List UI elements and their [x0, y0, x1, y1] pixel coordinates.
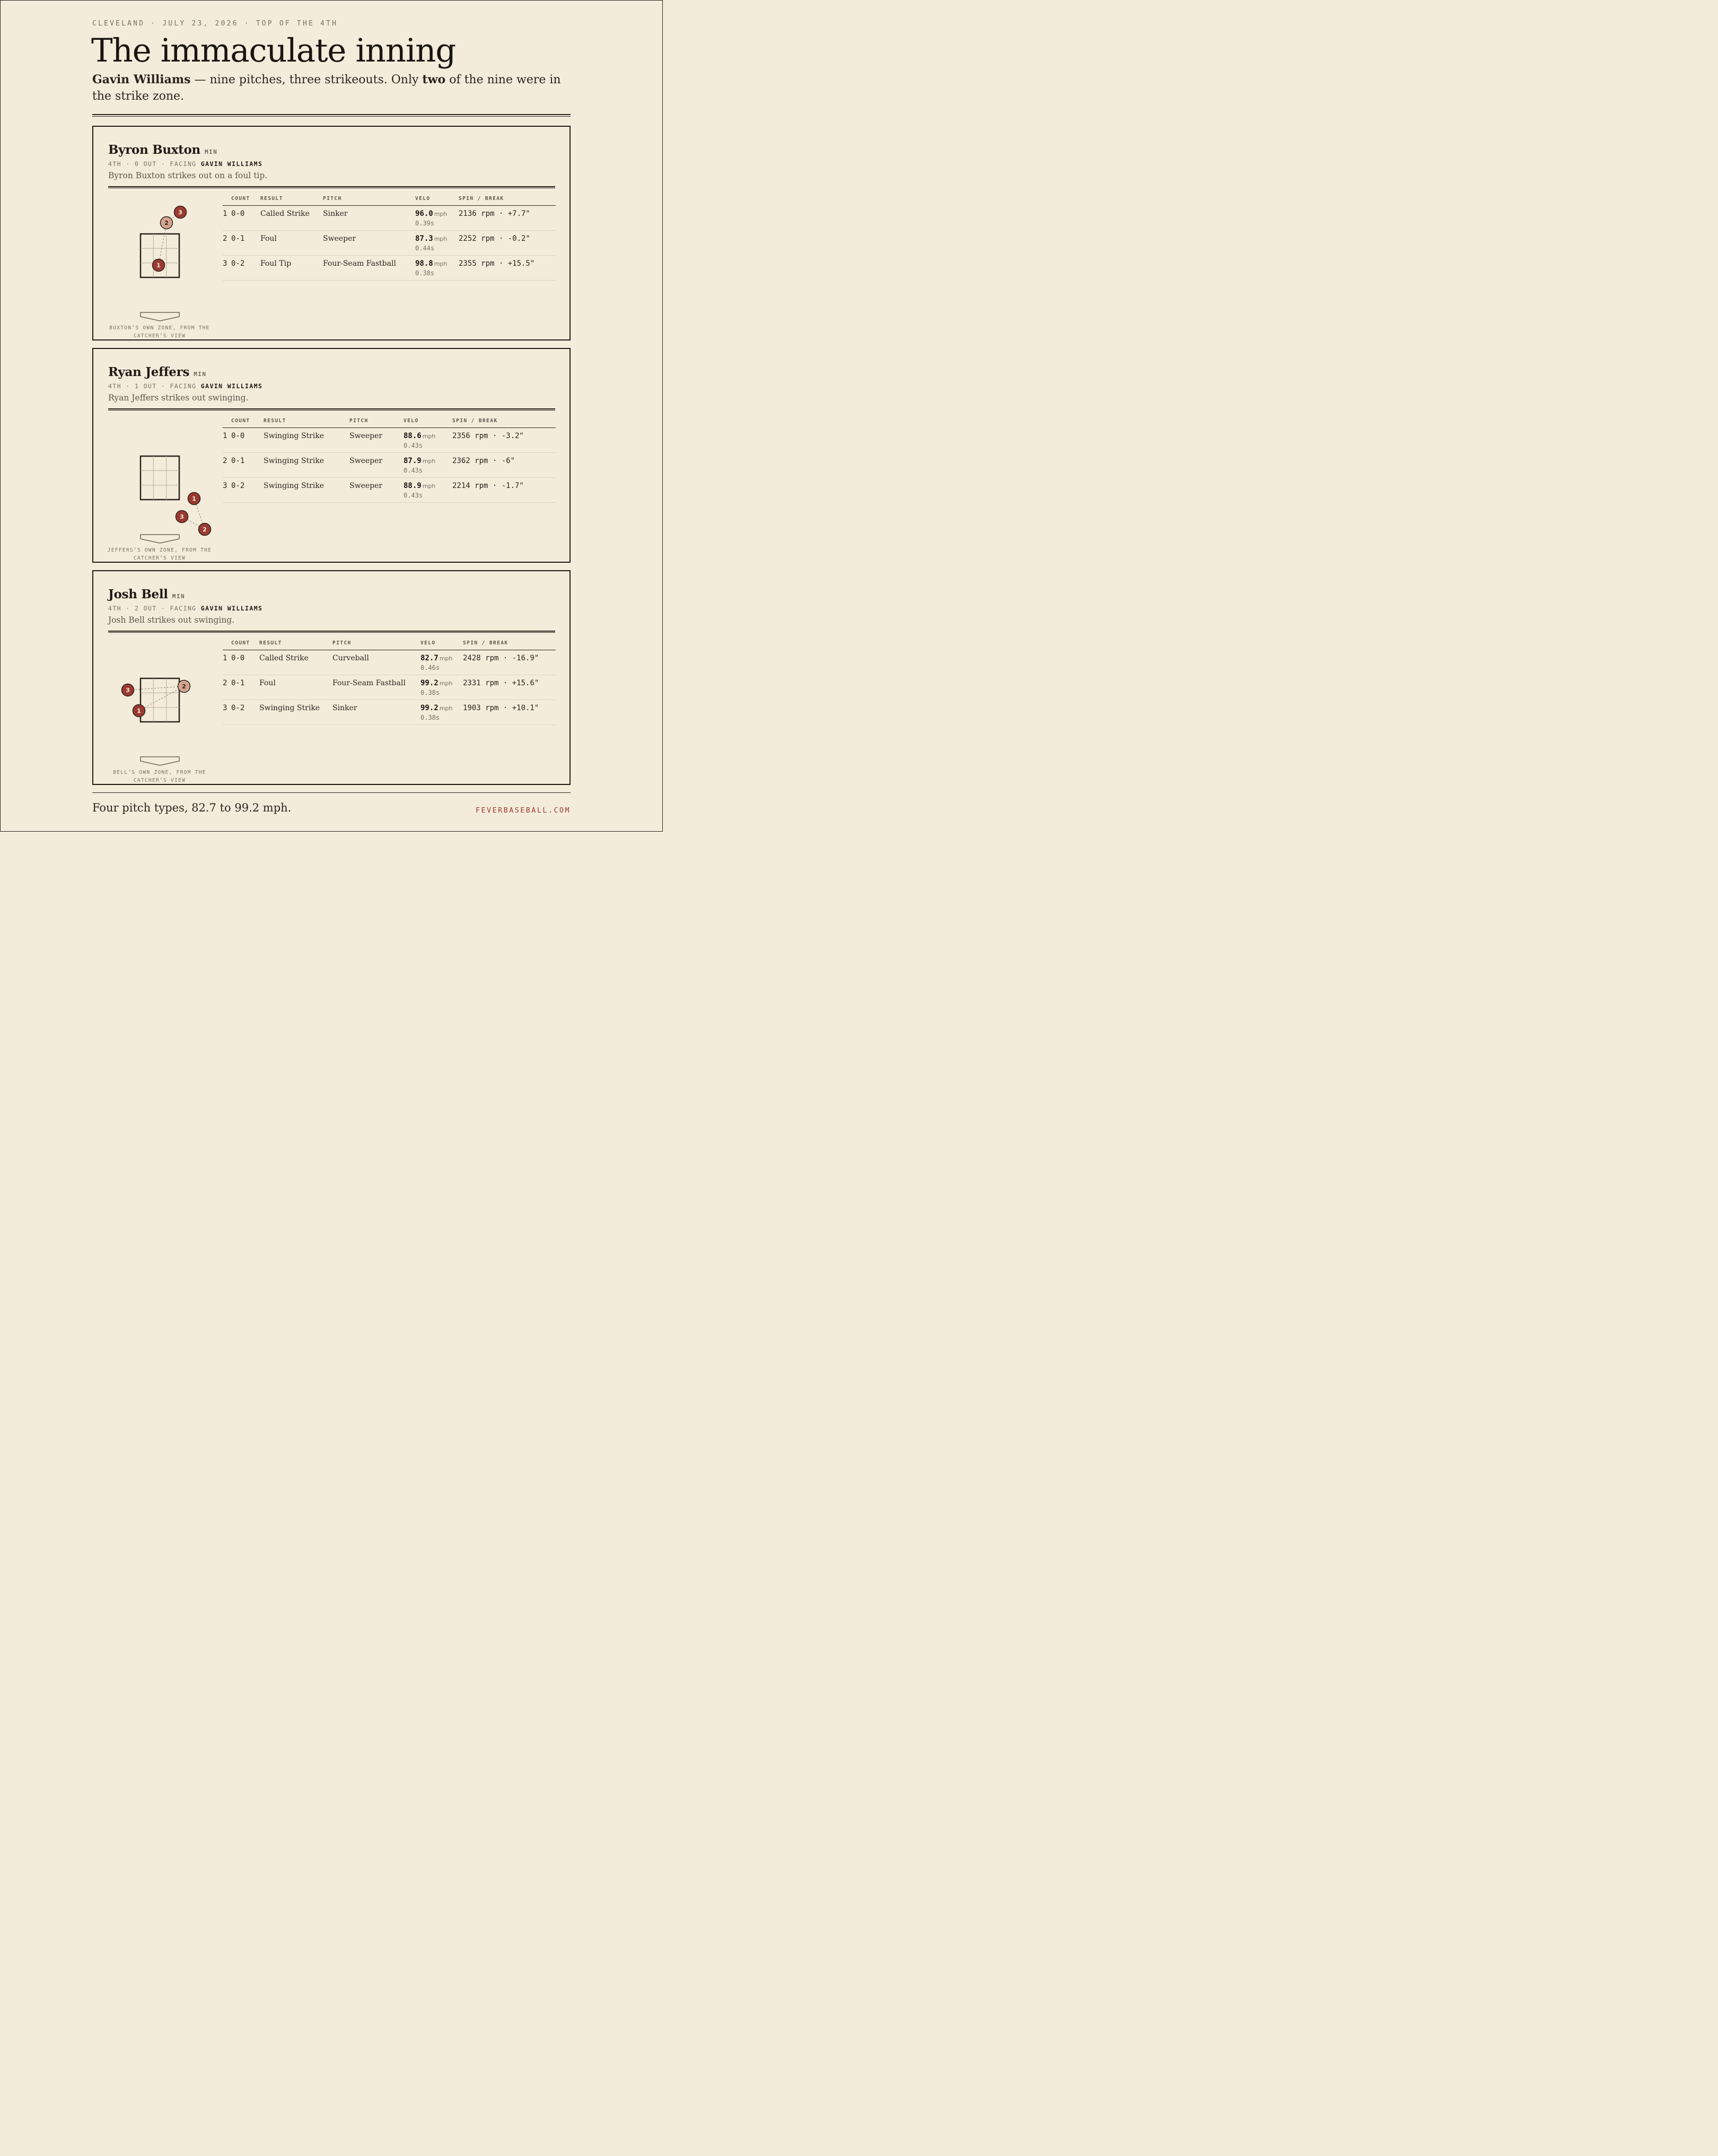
team-badge: MIN — [172, 593, 186, 600]
pitch-time: 0.39s — [415, 220, 435, 227]
card-rule — [108, 408, 555, 411]
batter-name-text: Josh Bell — [108, 587, 168, 601]
pitch-result: Swinging Strike — [264, 428, 349, 453]
table-row — [223, 478, 556, 503]
header-result: RESULT — [259, 639, 332, 650]
zone-caption: BUXTON’S OWN ZONE, FROM THE CATCHER’S VIEW — [109, 325, 210, 339]
pitch-marker-1 — [153, 259, 165, 272]
pitch-result: Foul — [259, 675, 332, 700]
pitch-marker-label: 1 — [192, 495, 196, 502]
velo-value: 96.0 — [415, 210, 433, 218]
strike-zone-diagram — [108, 412, 214, 544]
pitch-velo — [415, 256, 459, 281]
pitch-velo — [420, 700, 463, 725]
header-count: COUNT — [231, 417, 264, 428]
header-rule — [92, 114, 571, 117]
home-plate-icon — [141, 312, 179, 321]
pitch-type: Four-Seam Fastball — [332, 675, 420, 700]
pitch-marker-label: 2 — [164, 220, 169, 226]
pitch-type: Sinker — [323, 206, 415, 231]
header-pitch: PITCH — [349, 417, 404, 428]
at-bat-meta — [108, 160, 262, 168]
pitch-number: 1 — [223, 650, 231, 675]
pitch-marker-2 — [199, 523, 211, 536]
strike-zone — [141, 456, 179, 500]
table-row — [223, 650, 556, 675]
table-row — [223, 206, 556, 231]
pitch-type: Sweeper — [323, 231, 415, 256]
pitch-type: Sweeper — [349, 478, 404, 503]
velo-value: 99.2 — [420, 704, 439, 712]
header-count: COUNT — [231, 195, 260, 206]
strike-zone-diagram — [108, 189, 214, 322]
pitch-result: Called Strike — [259, 650, 332, 675]
velo-value: 88.6 — [404, 432, 422, 440]
velo-unit: mph — [422, 483, 436, 490]
pitch-marker-1 — [133, 705, 145, 717]
pitch-number: 1 — [223, 206, 231, 231]
pitch-number: 2 — [223, 675, 231, 700]
velo-unit: mph — [422, 458, 436, 465]
velo-value: 98.8 — [415, 259, 433, 268]
pitch-marker-1 — [188, 493, 200, 505]
pitch-count: 0-2 — [231, 256, 260, 281]
pitch-result: Foul — [260, 231, 323, 256]
pitch-count: 0-1 — [231, 231, 260, 256]
velo-unit: mph — [439, 705, 453, 712]
pitch-count: 0-0 — [231, 206, 260, 231]
pitch-marker-label: 3 — [178, 209, 182, 216]
at-bat-card-1 — [92, 126, 571, 341]
pitch-time: 0.38s — [420, 689, 440, 696]
footer-brand-link[interactable]: FEVERBASEBALL.COM — [476, 806, 571, 815]
header-pitch: PITCH — [323, 195, 415, 206]
header-velo: VELO — [420, 639, 463, 650]
card-rule — [108, 186, 555, 188]
table-row — [223, 256, 556, 281]
pitch-result: Called Strike — [260, 206, 323, 231]
at-bat-card-3 — [92, 570, 571, 785]
table-row — [223, 700, 556, 725]
home-plate-icon — [141, 757, 179, 765]
pitch-number: 1 — [223, 428, 231, 453]
pitch-velo — [415, 231, 459, 256]
team-badge: MIN — [194, 371, 207, 378]
at-bat-meta — [108, 605, 262, 612]
pitch-table — [223, 195, 556, 281]
dek-text-2: of the nine were in the strike zone. — [92, 73, 561, 103]
meta-text: 4TH · 0 OUT · FACING — [108, 160, 201, 168]
pitcher-name: GAVIN WILLIAMS — [200, 160, 263, 168]
pitch-marker-label: 2 — [182, 683, 186, 690]
pitch-spin: 2331 rpm · +15.6" — [463, 675, 556, 700]
pitch-marker-2 — [161, 217, 173, 229]
pitch-count: 0-0 — [231, 428, 264, 453]
pitch-spin: 2214 rpm · -1.7" — [452, 478, 556, 503]
pitch-type: Sweeper — [349, 453, 404, 478]
at-bat-summary: Ryan Jeffers strikes out swinging. — [108, 393, 249, 403]
batter-name — [108, 365, 207, 379]
pitch-marker-label: 2 — [203, 526, 207, 533]
batter-name-text: Byron Buxton — [108, 143, 200, 157]
footer-rule — [92, 792, 571, 793]
pitch-velo — [404, 428, 452, 453]
team-badge: MIN — [204, 149, 218, 155]
dek-emphasis: two — [422, 73, 446, 86]
at-bat-summary: Josh Bell strikes out swinging. — [108, 615, 235, 625]
dek-pitcher: Gavin Williams — [92, 73, 191, 86]
velo-value: 87.3 — [415, 234, 433, 243]
header-spin: SPIN / BREAK — [459, 195, 556, 206]
strike-zone — [141, 678, 179, 722]
pitch-result: Swinging Strike — [264, 478, 349, 503]
pitch-time: 0.38s — [415, 269, 435, 277]
table-row — [223, 428, 556, 453]
pitch-result: Swinging Strike — [264, 453, 349, 478]
pitch-spin: 2362 rpm · -6" — [452, 453, 556, 478]
pitch-marker-2 — [178, 680, 190, 693]
kicker: CLEVELAND · JULY 23, 2026 · TOP OF THE 4TH — [92, 20, 338, 28]
pitch-marker-3 — [122, 684, 134, 696]
pitch-marker-label: 3 — [126, 687, 130, 694]
pitch-type: Curveball — [332, 650, 420, 675]
velo-unit: mph — [439, 655, 453, 662]
velo-value: 88.9 — [404, 482, 422, 490]
pitch-count: 0-1 — [231, 453, 264, 478]
card-rule — [108, 631, 555, 633]
footer-summary: Four pitch types, 82.7 to 99.2 mph. — [92, 801, 292, 814]
table-row — [223, 675, 556, 700]
pitch-marker-label: 1 — [156, 262, 161, 269]
pitch-spin: 1903 rpm · +10.1" — [463, 700, 556, 725]
batter-name — [108, 587, 185, 601]
header-velo: VELO — [404, 417, 452, 428]
pitch-time: 0.38s — [420, 714, 440, 721]
pitch-count: 0-1 — [231, 675, 259, 700]
pitch-spin: 2355 rpm · +15.5" — [459, 256, 556, 281]
pitch-type: Sweeper — [349, 428, 404, 453]
dek-text-1: — nine pitches, three strikeouts. Only — [190, 73, 423, 86]
pitch-table — [223, 417, 556, 503]
pitcher-name: GAVIN WILLIAMS — [200, 382, 263, 390]
strike-zone-diagram — [108, 634, 214, 766]
batter-name — [108, 143, 217, 157]
pitch-number: 3 — [223, 256, 231, 281]
header-result: RESULT — [264, 417, 349, 428]
pitch-type: Four-Seam Fastball — [323, 256, 415, 281]
pitch-velo — [420, 650, 463, 675]
velo-value: 87.9 — [404, 457, 422, 465]
pitch-marker-3 — [174, 206, 187, 219]
zone-caption: BELL’S OWN ZONE, FROM THE CATCHER’S VIEW — [113, 770, 206, 783]
at-bat-summary: Byron Buxton strikes out on a foul tip. — [108, 171, 268, 180]
pitch-count: 0-2 — [231, 700, 259, 725]
pitch-count: 0-2 — [231, 478, 264, 503]
pitch-number: 3 — [223, 478, 231, 503]
velo-unit: mph — [434, 211, 448, 217]
at-bat-card-2 — [92, 348, 571, 563]
pitch-number: 2 — [223, 453, 231, 478]
header-num — [223, 639, 231, 650]
header-spin: SPIN / BREAK — [463, 639, 556, 650]
pitch-velo — [415, 206, 459, 231]
at-bat-meta — [108, 382, 262, 390]
pitch-marker-label: 3 — [180, 513, 184, 520]
home-plate-icon — [141, 535, 179, 543]
header-result: RESULT — [260, 195, 323, 206]
pitch-spin: 2136 rpm · +7.7" — [459, 206, 556, 231]
pitch-spin: 2356 rpm · -3.2" — [452, 428, 556, 453]
pitch-result: Foul Tip — [260, 256, 323, 281]
pitch-number: 3 — [223, 700, 231, 725]
header-pitch: PITCH — [332, 639, 420, 650]
velo-value: 99.2 — [420, 679, 439, 687]
pitch-marker-label: 1 — [137, 708, 141, 714]
pitch-velo — [420, 675, 463, 700]
pitch-number: 2 — [223, 231, 231, 256]
header-num — [223, 195, 231, 206]
velo-unit: mph — [434, 260, 448, 267]
batter-name-text: Ryan Jeffers — [108, 365, 190, 379]
header-spin: SPIN / BREAK — [452, 417, 556, 428]
meta-text: 4TH · 1 OUT · FACING — [108, 382, 201, 390]
table-row — [223, 453, 556, 478]
pitcher-name: GAVIN WILLIAMS — [200, 605, 263, 612]
pitch-spin: 2252 rpm · -0.2" — [459, 231, 556, 256]
pitch-velo — [404, 478, 452, 503]
table-row — [223, 231, 556, 256]
pitch-time: 0.44s — [415, 245, 435, 252]
dek — [92, 72, 569, 104]
header-count: COUNT — [231, 639, 259, 650]
pitch-time: 0.43s — [404, 442, 423, 449]
header-num — [223, 417, 231, 428]
pitch-spin: 2428 rpm · -16.9" — [463, 650, 556, 675]
pitch-type: Sinker — [332, 700, 420, 725]
page-title: The immaculate inning — [91, 32, 456, 69]
pitch-count: 0-0 — [231, 650, 259, 675]
velo-unit: mph — [434, 235, 448, 242]
pitch-table — [223, 639, 556, 725]
pitch-velo — [404, 453, 452, 478]
pitch-time: 0.43s — [404, 492, 423, 499]
pitch-marker-3 — [176, 511, 188, 523]
pitch-result: Swinging Strike — [259, 700, 332, 725]
velo-unit: mph — [439, 680, 453, 687]
velo-value: 82.7 — [420, 654, 439, 662]
pitch-time: 0.46s — [420, 664, 440, 671]
header-velo: VELO — [415, 195, 459, 206]
meta-text: 4TH · 2 OUT · FACING — [108, 605, 201, 612]
zone-caption: JEFFERS’S OWN ZONE, FROM THE CATCHER’S VIEW — [107, 547, 212, 561]
velo-unit: mph — [422, 433, 436, 440]
pitch-time: 0.43s — [404, 467, 423, 474]
